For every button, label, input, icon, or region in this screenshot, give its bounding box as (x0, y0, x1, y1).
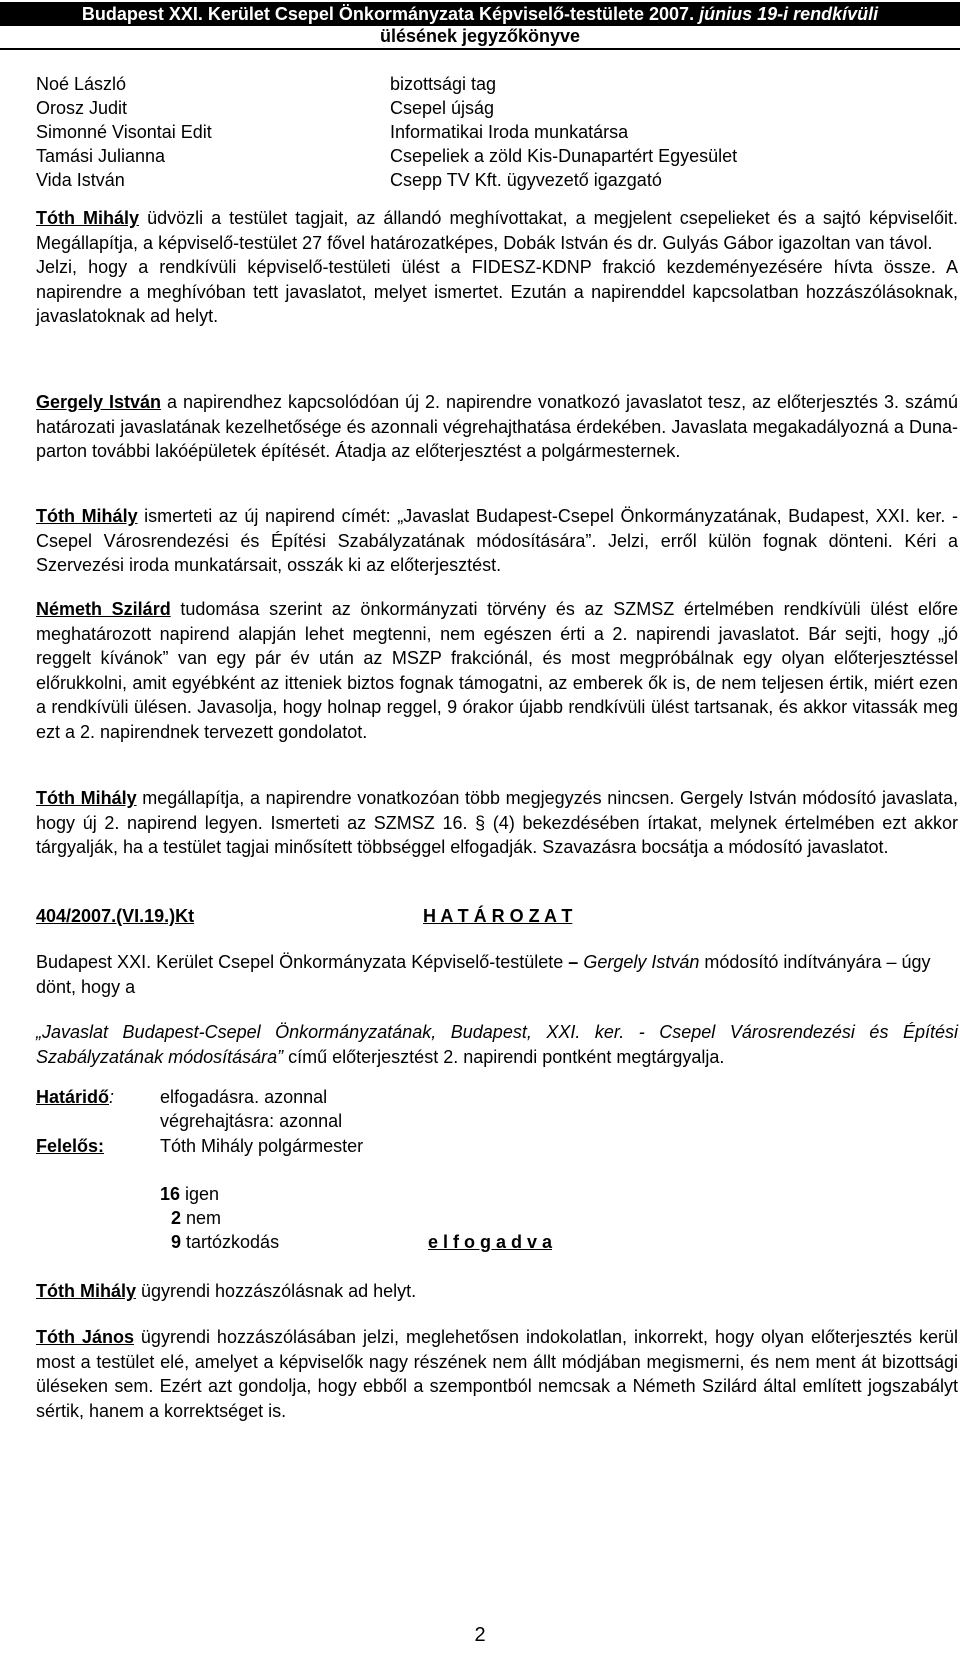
attendee-name: Noé László (36, 74, 127, 94)
attendee-row (0, 146, 960, 170)
speaker-name: Tóth Mihály (36, 788, 137, 808)
paragraph-toth-procedural (36, 1279, 958, 1304)
vote-no-label: nem (181, 1208, 222, 1228)
paragraph-text: ügyrendi hozzászólásában jelzi, meglehetősen indokolatlan, inkorrekt, hogy olyan előterjesztés kerül most a testület elé, amelyet a képviselők nagy részének nem állt módjában megismerni, és nem ment át bizottsági üléseken sem. Ezért azt gondolja, hogy ebből a szempontból nemcsak a Németh Szilárd által említett jogszabályt sértik, hanem a korrektséget is. (36, 1327, 958, 1421)
deadline-line-2: végrehajtásra: azonnal (160, 1111, 343, 1131)
vote-abstain (171, 1232, 279, 1253)
speaker-name: Tóth Mihály (36, 208, 140, 228)
header-title: Budapest XXI. Kerület Csepel Önkormányzata Képviselő-testülete 2007. (81, 4, 695, 24)
resolution-body (36, 950, 958, 999)
attendee-name: Tamási Julianna (36, 146, 166, 166)
paragraph-text: ismerteti az új napirend címét: „Javaslat Budapest-Csepel Önkormányzatának, Budapest, XXI. ker. - Csepel Városrendezési és Építési Szabályzatának módosítására”. Jelzi, erről külön fognak dönteni. Kéri a Szervezési iroda munkatársait, osszák ki az előterjesztést. (36, 506, 958, 575)
resolution-body-text: Budapest XXI. Kerület Csepel Önkormányzata Képviselő-testülete (36, 952, 569, 972)
paragraph-toth-janos (36, 1325, 958, 1423)
attendee-row (0, 74, 960, 98)
header-session: június 19-i rendkívüli (694, 4, 879, 24)
deadline-label-colon: : (109, 1087, 115, 1107)
attendee-role: Csepp TV Kft. ügyvezető igazgató (390, 170, 662, 190)
attendee-role: Informatikai Iroda munkatársa (390, 122, 629, 142)
header-line-1 (0, 2, 960, 26)
resolution-item (36, 1020, 958, 1069)
vote-result: e l f o g a d v a (428, 1232, 553, 1252)
paragraph-toth-vote (36, 786, 958, 860)
vote-no (171, 1208, 221, 1229)
attendee-row (0, 98, 960, 122)
deadline-label-text: Határidő (36, 1087, 110, 1107)
paragraph-text: tudomása szerint az önkormányzati törvény és az SZMSZ értelmében rendkívüli ülést előre meghatározott napirend alapján lehet megtenni, nem egészen érti a 2. napirendi javaslatot. Bár sejti, hogy „jó reggelt kívánok” van egy pár év után az MSZP frakciónál, és most megpróbálnak egy olyan előterjesztéssel előrukkolni, amit egyébként az itteniek biztos fognak támogatni, az emberek ők is, de nem teljesen értik, miért ezen a rendkívüli ülésen. Javasolja, hogy holnap reggel, 9 órakor újabb rendkívüli ülést tartsanak, és akkor vitassák meg ezt a 2. napirendnek tervezett gondolatot. (36, 599, 958, 742)
vote-yes-label: igen (180, 1184, 220, 1204)
speaker-name: Németh Szilárd (36, 599, 171, 619)
vote-abstain-label: tartózkodás (181, 1232, 280, 1252)
paragraph-gergely (36, 390, 958, 464)
paragraph-text: ügyrendi hozzászólásnak ad helyt. (136, 1281, 417, 1301)
header-line-2: ülésének jegyzőkönyve (379, 26, 581, 46)
resolution-title: H A T Á R O Z A T (423, 906, 573, 926)
attendee-role: bizottsági tag (390, 74, 497, 94)
paragraph-nemeth (36, 597, 958, 744)
deadline-label (36, 1087, 114, 1108)
paragraph-text: a napirendhez kapcsolódóan új 2. napirendre vonatkozó javaslatot tesz, az előterjesztés 3. számú határozati javaslatának kezelhetősége és azonnali végrehajthatása érdekében. Javaslata megakadályozná a Duna-parton további lakóépületek építését. Átadja az előterjesztést a polgármesternek. (36, 392, 959, 461)
paragraph-text: üdvözli a testület tagjait, az állandó meghívottakat, a megjelent csepelieket és a sajtó képviselőit. Megállapítja, a képviselő-testület 27 fővel határozatképes, Dobák István és dr. Gulyás Gábor igazoltan van távol. (36, 208, 958, 253)
resolution-body-text: módosító indítványára – úgy dönt, hogy a (36, 952, 931, 997)
header-divider (0, 48, 960, 50)
attendee-name: Vida István (36, 170, 125, 190)
resolution-number: 404/2007.(VI.19.)Kt (36, 906, 195, 926)
responsible-label: Felelős: (36, 1136, 105, 1156)
speaker-name: Tóth Mihály (36, 506, 138, 526)
speaker-name: Tóth Mihály (36, 1281, 136, 1301)
resolution-dash: – (568, 952, 579, 972)
vote-yes-count: 16 (160, 1184, 181, 1204)
responsible-person: Tóth Mihály polgármester (160, 1136, 364, 1156)
speaker-name: Gergely István (36, 392, 162, 412)
resolution-item-title: „Javaslat Budapest-Csepel Önkormányzatának, Budapest, XXI. ker. - Csepel Városrendezési és Építési Szabályzatának módosítására” (36, 1022, 958, 1067)
paragraph-opening (36, 206, 958, 329)
deadline-line-1: elfogadásra. azonnal (160, 1087, 328, 1107)
attendee-row (0, 170, 960, 194)
attendee-name: Simonné Visontai Edit (36, 122, 212, 142)
speaker-name: Tóth János (36, 1327, 134, 1347)
vote-abstain-count: 9 (171, 1232, 182, 1252)
resolution-author: Gergely István (578, 952, 700, 972)
vote-no-count: 2 (171, 1208, 182, 1228)
attendee-row (0, 122, 960, 146)
attendee-name: Orosz Judit (36, 98, 128, 118)
page-number: 2 (474, 1624, 486, 1646)
attendee-role: Csepel újság (390, 98, 495, 118)
paragraph-toth-agenda (36, 504, 958, 578)
paragraph-text: Jelzi, hogy a rendkívüli képviselő-testületi ülést a FIDESZ-KDNP frakció kezdeményezésére hívta össze. A napirendre a meghívóban tett javaslatot, melyet ismertet. Ezután a napirenddel kapcsolatban hozzászólásoknak, javaslatoknak ad helyt. (36, 257, 958, 326)
paragraph-text: megállapítja, a napirendre vonatkozóan több megjegyzés nincsen. Gergely István módosító javaslata, hogy új 2. napirend legyen. Ismerteti az SZMSZ 16. § (4) bekezdésében írtakat, melynek értelmében ezt akkor tárgyalják, ha a testület tagjai minősített többséggel elfogadják. Szavazásra bocsátja a módosító javaslatot. (36, 788, 958, 857)
attendee-role: Csepeliek a zöld Kis-Dunapartért Egyesület (390, 146, 738, 166)
resolution-item-text: című előterjesztést 2. napirendi pontként megtárgyalja. (283, 1046, 725, 1067)
vote-yes (160, 1184, 219, 1205)
